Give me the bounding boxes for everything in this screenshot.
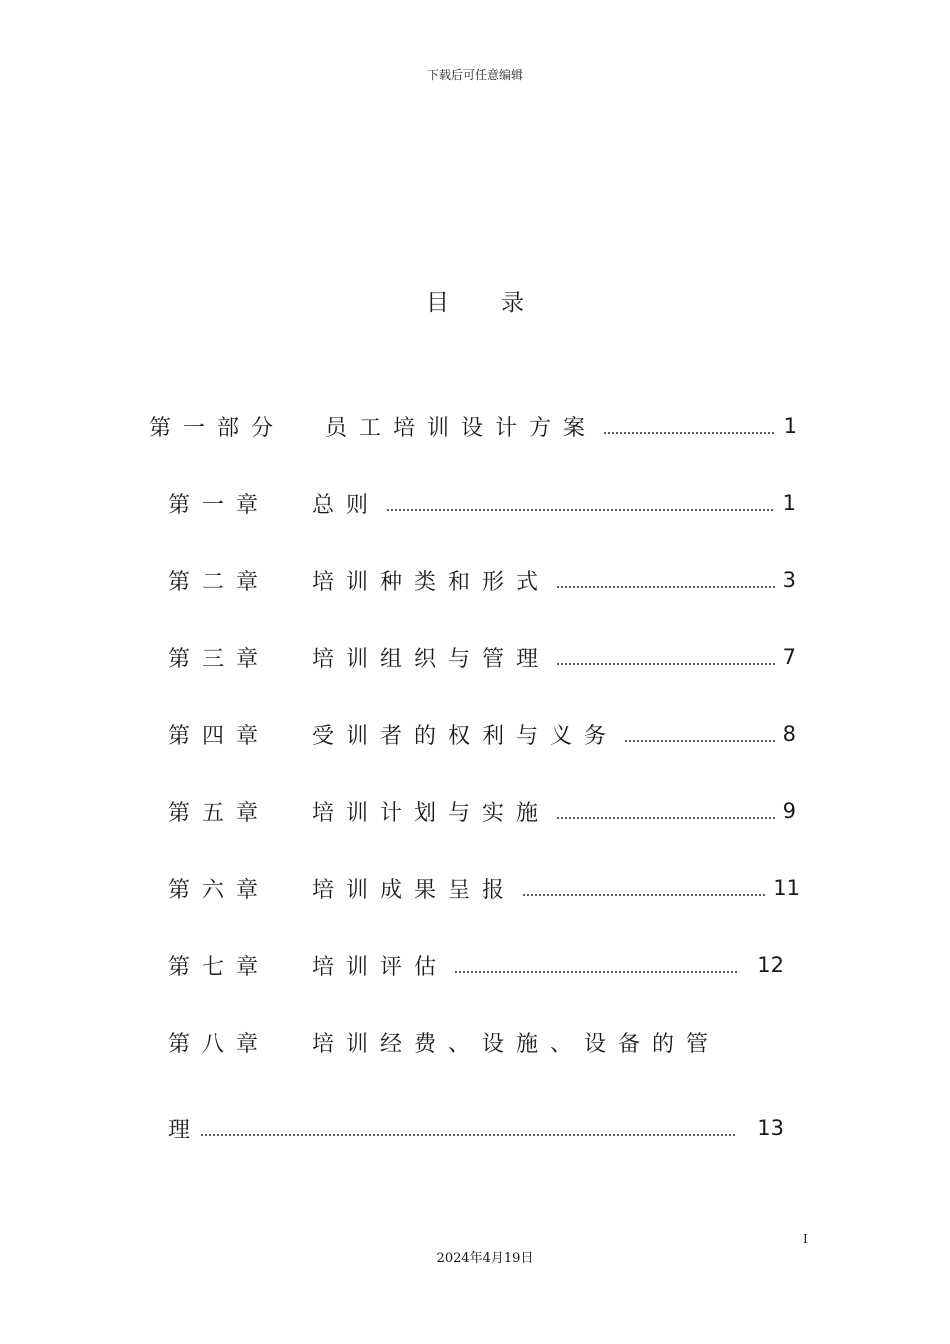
- toc-entry-page: 8: [782, 722, 796, 746]
- toc-title: 目录: [426, 290, 576, 316]
- toc-entry-chapter-3[interactable]: [168, 639, 796, 675]
- toc-entry-title: 总则: [312, 492, 381, 518]
- toc-entry-chapter-7[interactable]: [168, 947, 784, 983]
- toc-entry-label: 第一章: [168, 492, 271, 518]
- toc-entry-title: 培训经费、设施、设备的管: [312, 1031, 721, 1057]
- toc-leader-dots: [556, 817, 775, 819]
- toc-entry-label: 第一部分: [149, 415, 286, 441]
- toc-leader-dots: [454, 971, 737, 973]
- footer-date: 2024年4月19日: [436, 1251, 534, 1266]
- toc-leader-dots: [386, 509, 775, 511]
- toc-entry-page: 1: [782, 491, 796, 515]
- toc-entry-title: 员工培训设计方案: [325, 415, 598, 441]
- toc-entry-title: 培训种类和形式: [312, 569, 551, 595]
- toc-entry-chapter-2[interactable]: [168, 562, 796, 598]
- toc-entry-chapter-4[interactable]: [168, 716, 796, 752]
- toc-entry-chapter-8[interactable]: [168, 1024, 808, 1060]
- header-note: 下载后可任意编辑: [426, 68, 523, 82]
- toc-entry-chapter-8-continued[interactable]: [168, 1110, 784, 1146]
- toc-entry-title: 受训者的权利与义务: [312, 723, 619, 749]
- toc-entry-label: 第二章: [168, 569, 271, 595]
- toc-entry-label: 第七章: [168, 954, 271, 980]
- toc-entry-label: 第六章: [168, 877, 271, 903]
- toc-entry-chapter-5[interactable]: [168, 793, 796, 829]
- toc-entry-chapter-6[interactable]: [168, 870, 800, 906]
- toc-entry-title: 培训评估: [312, 954, 449, 980]
- toc-leader-dots: [200, 1134, 737, 1136]
- toc-entry-title-continued: 理: [168, 1117, 191, 1143]
- toc-entry-title: 培训计划与实施: [312, 800, 551, 826]
- toc-leader-dots: [556, 663, 775, 665]
- toc-entry-chapter-1[interactable]: [168, 485, 796, 521]
- toc-entry-label: 第八章: [168, 1031, 271, 1057]
- toc-entry-part-1[interactable]: [149, 408, 797, 444]
- toc-leader-dots: [522, 894, 765, 896]
- toc-entry-page: 13: [757, 1116, 784, 1140]
- toc-leader-dots: [603, 432, 776, 434]
- toc-leader-dots: [624, 740, 775, 742]
- toc-entry-page: 11: [773, 876, 800, 900]
- toc-entry-label: 第五章: [168, 800, 271, 826]
- page-marker: I: [803, 1232, 808, 1246]
- toc-entry-page: 7: [782, 645, 796, 669]
- toc-entry-page: 9: [782, 799, 796, 823]
- toc-entry-page: 3: [782, 568, 796, 592]
- toc-entry-title: 培训组织与管理: [312, 646, 551, 672]
- toc-entry-label: 第三章: [168, 646, 271, 672]
- toc-leader-dots: [556, 586, 775, 588]
- toc-entry-title: 培训成果呈报: [312, 877, 517, 903]
- toc-entry-page: 1: [783, 414, 797, 438]
- toc-entry-label: 第四章: [168, 723, 271, 749]
- toc-entry-page: 12: [757, 953, 784, 977]
